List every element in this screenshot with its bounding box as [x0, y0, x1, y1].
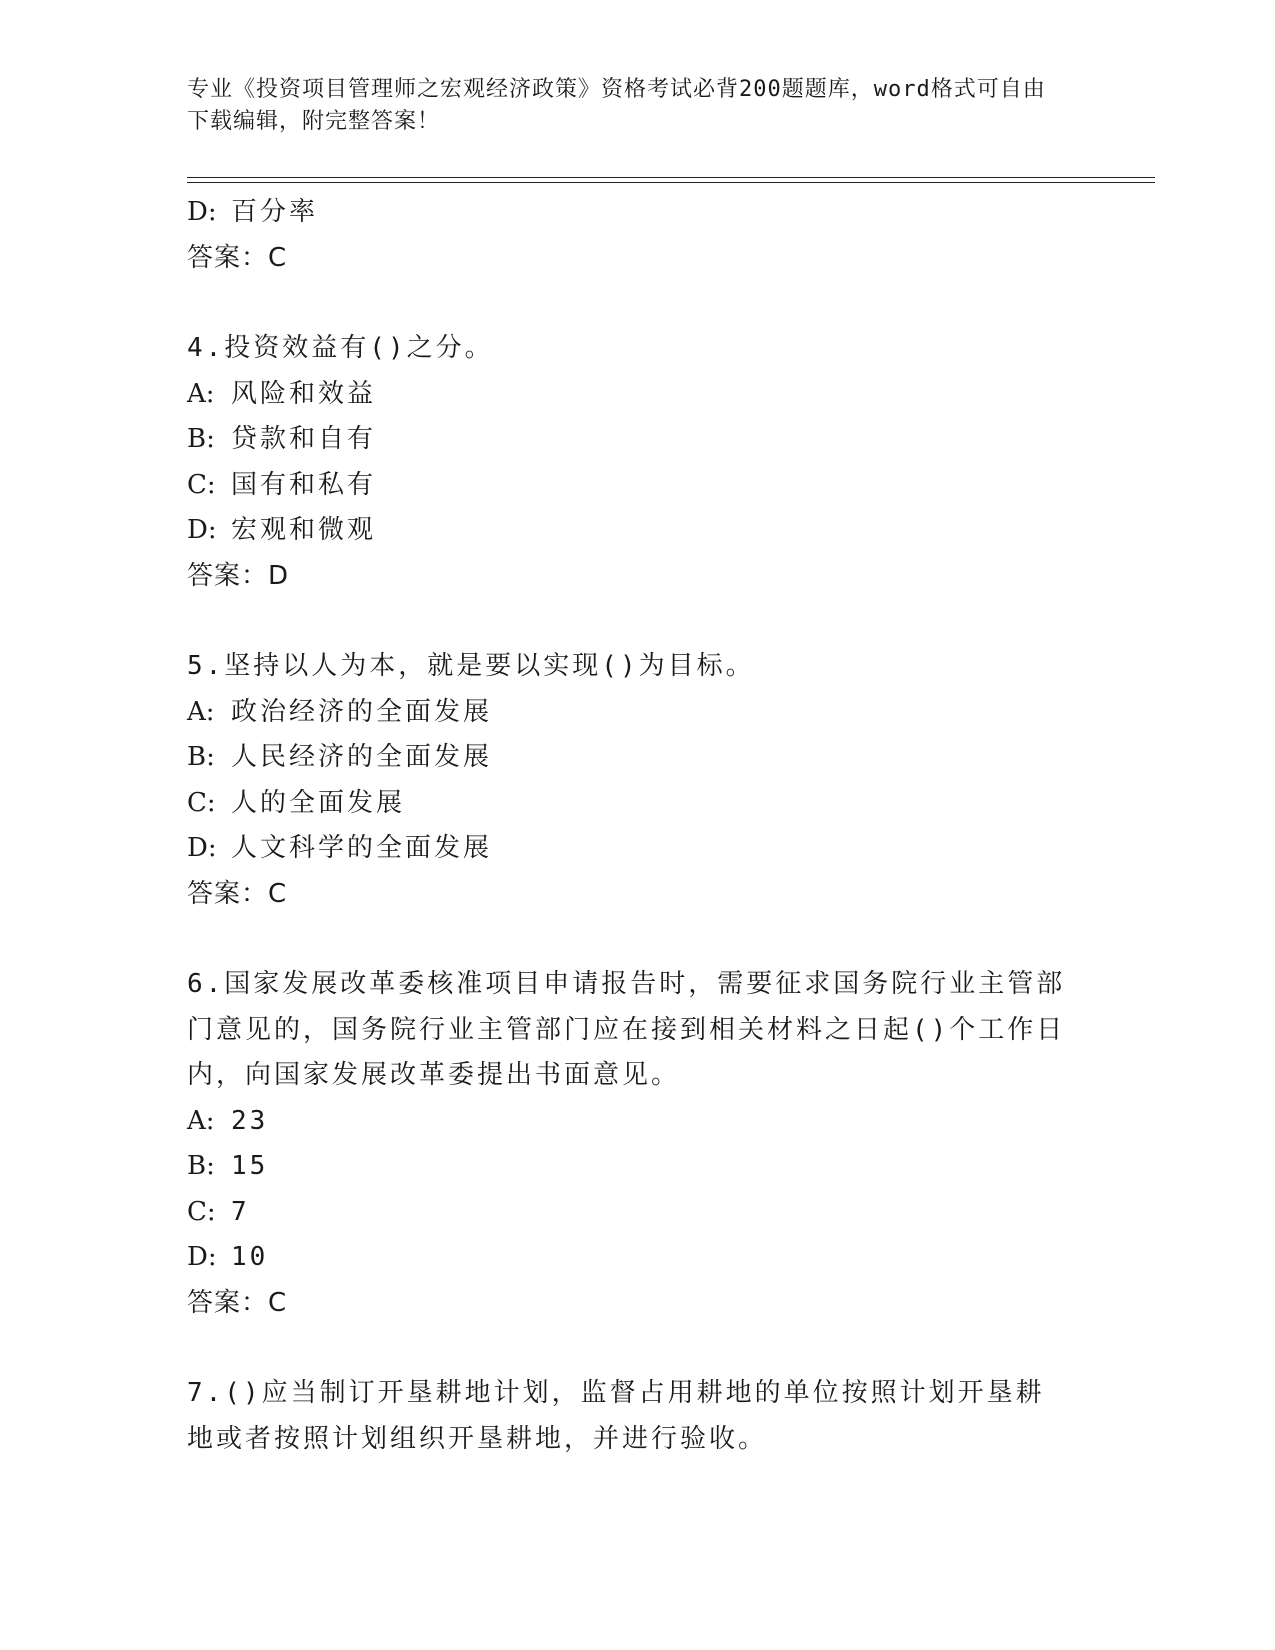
option-b [187, 1144, 1067, 1190]
option-c [187, 1190, 1067, 1236]
question-list [187, 190, 1067, 1462]
header-rule-top [187, 177, 1155, 178]
question-3-tail [187, 190, 1067, 281]
question-text: 5.坚持以人为本，就是要以实现()为目标。 [187, 651, 755, 681]
option-d [187, 508, 1067, 554]
option-label: B: [187, 424, 215, 454]
option-text: 人民经济的全面发展 [231, 742, 493, 772]
question-6 [187, 962, 1067, 1326]
option-text: 23 [231, 1105, 269, 1136]
answer: 答案：D [187, 560, 290, 591]
option-label: A: [187, 378, 215, 409]
option-label: C: [187, 469, 216, 500]
option-label: B: [187, 742, 215, 772]
option-text: 国有和私有 [231, 469, 377, 500]
option-b [187, 735, 1067, 781]
answer: 答案：C [187, 1287, 288, 1318]
document-header: 专业《投资项目管理师之宏观经济政策》资格考试必背200题题库，word格式可自由下载编辑，附完整答案！ [187, 77, 1046, 134]
question-7 [187, 1371, 1067, 1462]
option-d [187, 1235, 1067, 1281]
option-d [187, 190, 1067, 236]
header-rule-bottom [187, 182, 1155, 183]
option-text: 人文科学的全面发展 [231, 833, 493, 863]
option-label: B: [187, 1151, 215, 1181]
option-a [187, 1099, 1067, 1145]
option-label: D: [187, 833, 217, 863]
option-d [187, 826, 1067, 872]
option-text: 风险和效益 [231, 378, 377, 409]
option-label: D: [187, 1242, 217, 1272]
option-text: 百分率 [231, 197, 319, 227]
option-a [187, 372, 1067, 418]
option-text: 政治经济的全面发展 [231, 696, 493, 727]
question-text: 4.投资效益有()之分。 [187, 333, 494, 363]
option-c [187, 781, 1067, 827]
question-text: 6.国家发展改革委核准项目申请报告时，需要征求国务院行业主管部门意见的，国务院行业主管部门应在接到相关材料之日起()个工作日内，向国家发展改革委提出书面意见。 [187, 969, 1066, 1090]
option-label: D: [187, 197, 217, 227]
option-label: C: [187, 1196, 216, 1227]
option-label: C: [187, 787, 216, 818]
answer: 答案：C [187, 878, 288, 909]
question-text: 7.()应当制订开垦耕地计划，监督占用耕地的单位按照计划开垦耕地或者按照计划组织开垦耕地，并进行验收。 [187, 1378, 1045, 1454]
option-label: D: [187, 515, 217, 545]
option-text: 人的全面发展 [231, 787, 406, 818]
option-c [187, 463, 1067, 509]
option-text: 贷款和自有 [231, 424, 377, 454]
question-5 [187, 644, 1067, 917]
option-b [187, 417, 1067, 463]
option-label: A: [187, 1105, 215, 1136]
option-label: A: [187, 696, 215, 727]
question-4 [187, 326, 1067, 599]
option-text: 10 [231, 1242, 269, 1272]
option-text: 15 [231, 1151, 269, 1181]
option-text: 宏观和微观 [231, 515, 377, 545]
option-text: 7 [231, 1196, 250, 1227]
answer: 答案：C [187, 242, 288, 273]
option-a [187, 690, 1067, 736]
